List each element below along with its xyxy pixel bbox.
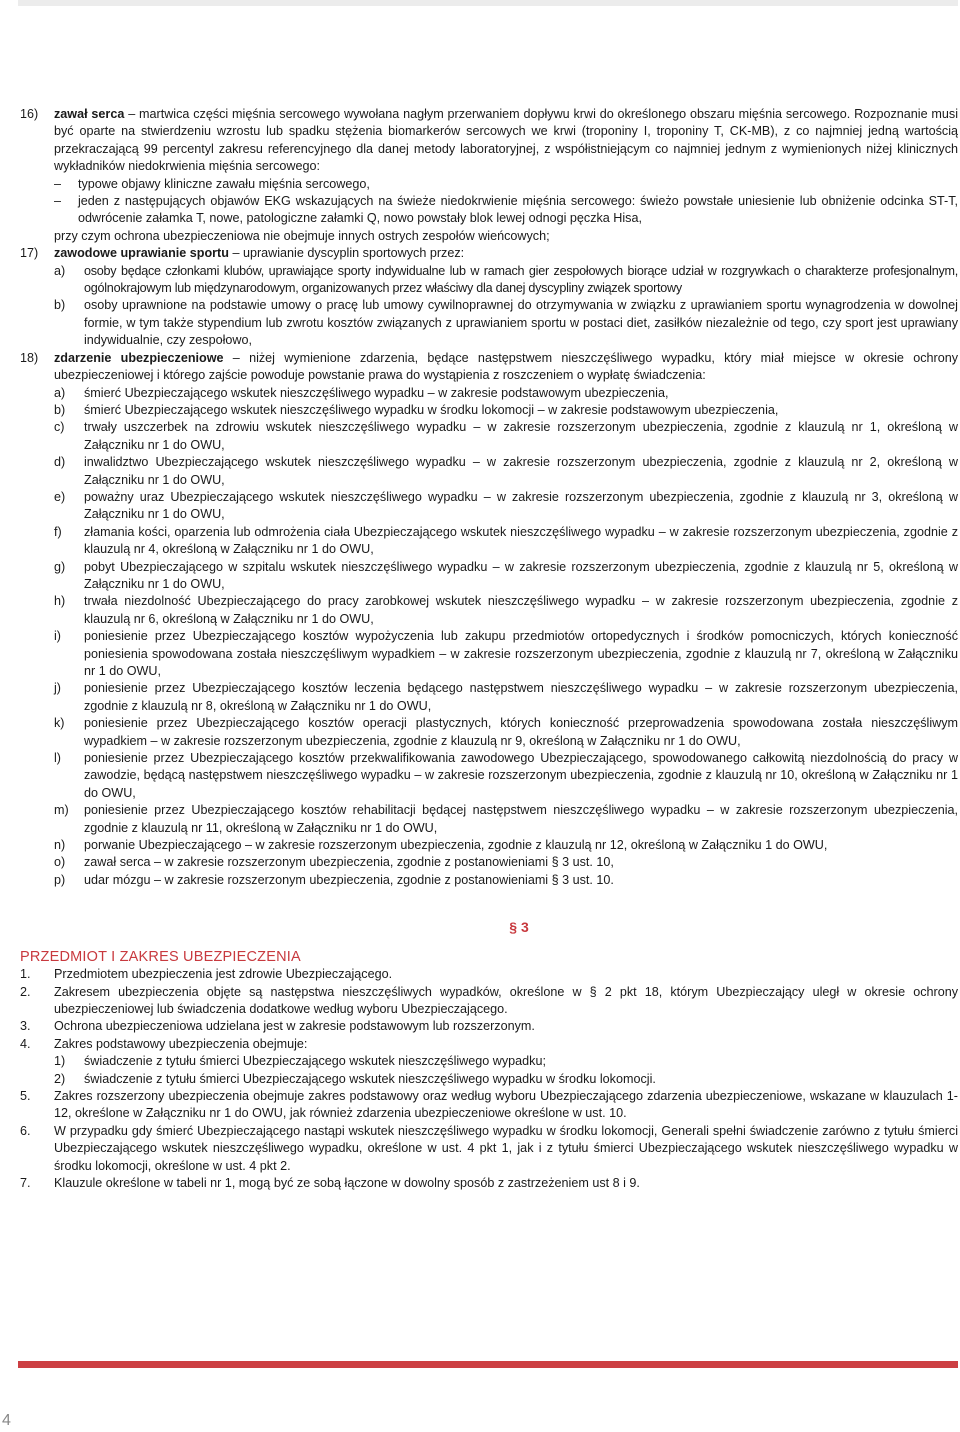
definition-text: – uprawianie dyscyplin sportowych przez:: [232, 246, 465, 261]
event-list-text: trwały uszczerbek na zdrowiu wskutek nieszczęśliwego wypadku – w zakresie rozszerzonym ubezpieczenia, zgodnie z klauzulą nr 1, określoną w Załączniku nr 1 do OWU,: [84, 420, 958, 452]
sub-item-letter: a): [54, 263, 66, 278]
top-rule: [18, 0, 958, 6]
event-list-letter: k): [54, 716, 65, 731]
section-list-text: W przypadku gdy śmierć Ubezpieczającego nastąpi wskutek nieszczęśliwego wypadku w środku lokomocji, Generali spełni świadczenie zarówno z tytułu śmierci Ubezpieczającego wskutek nieszczęśliwego wypadku, określone w ust. 4 pkt 1, jak i z tytułu śmierci Ubezpieczającego wskutek nieszczęśliwego wypadku w środku lokomocji, określone w ust. 4 pkt 2.: [54, 1123, 958, 1173]
section-list-item: [20, 1175, 958, 1192]
definition-term: zawał serca: [54, 107, 125, 121]
section-list-text: Ochrona ubezpieczeniowa udzielana jest w zakresie podstawowym lub rozszerzonym.: [54, 1019, 535, 1034]
event-list-letter: p): [54, 872, 66, 887]
section-list-item: [20, 1018, 958, 1035]
event-list-text: trwała niezdolność Ubezpieczającego do pracy zarobkowej wskutek nieszczęśliwego wypadku – w zakresie rozszerzonym ubezpieczenia, zgodnie z klauzulą nr 6, określoną w Załączniku nr 1 do OWU,: [84, 594, 958, 626]
event-list-text: poniesienie przez Ubezpieczającego kosztów wypożyczenia lub zakupu przedmiotów ortopedycznych i środków pomocniczych, których konieczność poniesienia spowodowana została nieszczęśliwym wypadkiem – w zakresie rozszerzonym ubezpieczenia, zgodnie z klauzulą nr 7, określoną w Załączniku nr 1 do OWU,: [84, 629, 958, 678]
dash-marker: –: [54, 194, 62, 209]
section-list-text: Zakresem ubezpieczenia objęte są następstwa nieszczęśliwych wypadków, określone w § 2 pkt 18, którym Ubezpieczający uległ w okresie ochrony ubezpieczeniowej lub świadczenia dodatkowe według wyboru Ubezpieczającego.: [54, 984, 958, 1016]
section-list-item: [20, 1088, 958, 1123]
event-list-item: [54, 854, 958, 871]
dash-text: typowe objawy kliniczne zawału mięśnia sercowego,: [78, 176, 370, 191]
definition-17: [20, 245, 958, 349]
event-list-text: poniesienie przez Ubezpieczającego kosztów rehabilitacji będącej następstwem nieszczęśliwego wypadku – w zakresie rozszerzonym ubezpieczenia, zgodnie z klauzulą nr 11, określoną w Załączniku nr 1 do OWU,: [84, 803, 958, 835]
section-sub-text: świadczenie z tytułu śmierci Ubezpieczającego wskutek nieszczęśliwego wypadku w środku lokomocji.: [84, 1071, 656, 1086]
event-list-item: [54, 559, 958, 594]
definition-text: – martwica części mięśnia sercowego wywołana nagłym przerwaniem dopływu krwi do określonego obszaru mięśnia sercowego. Rozpoznanie musi być oparte na stwierdzeniu wzrostu lub spadku stężenia biomarkerów sercowych we krwi (troponiny I, troponiny T, CK-MB), z co najmniej jedną wartością przekraczającą 99 percentyl zakresu referencyjnego dla danej metody laboratoryjnej, z współistniejącym co najmniej jednym z wymienionych niżej klinicznych wykładników niedokrwienia mięśnia sercowego:: [54, 107, 958, 174]
section-list-number: 3.: [20, 1019, 31, 1034]
event-list-letter: e): [54, 489, 66, 504]
event-list-item: [54, 385, 958, 402]
event-list-letter: i): [54, 629, 61, 644]
event-list-item: [54, 524, 958, 559]
section-sub-number: 2): [54, 1071, 66, 1086]
event-list-text: udar mózgu – w zakresie rozszerzonym ubezpieczenia, zgodnie z postanowieniami § 3 ust. 10.: [84, 872, 614, 887]
event-list-letter: l): [54, 751, 61, 766]
section-list-number: 7.: [20, 1175, 31, 1190]
sub-item: [54, 263, 958, 298]
section-sub-item: [54, 1053, 958, 1070]
event-list-letter: h): [54, 594, 66, 609]
event-list-item: [54, 454, 958, 489]
event-list-item: [54, 750, 958, 802]
section-list-text: Klauzule określone w tabeli nr 1, mogą być ze sobą łączone w dowolny sposób z zastrzeżeniem ust 8 i 9.: [54, 1175, 640, 1190]
dash-marker: –: [54, 176, 62, 191]
definition-text: – niżej wymienione zdarzenia, będące następstwem nieszczęśliwego wypadku, który miał miejsce w okresie ochrony ubezpieczeniowej i którego zajście powoduje powstanie prawa do wystąpienia z roszczeniem o wypłatę świadczenia:: [54, 350, 958, 383]
sub-item-text: osoby będące członkami klubów, uprawiające sporty indywidualne lub w ramach gier zespołowych biorące udział w rozgrywkach o charakterze profesjonalnym, ogólnokrajowym lub międzynarodowym, organizowanych przez właściwy dla danej dyscypliny związek sportowy: [84, 263, 958, 296]
event-list-item: [54, 593, 958, 628]
section-sub-number: 1): [54, 1054, 66, 1069]
section-list-number: 2.: [20, 984, 31, 999]
definition-16: [20, 106, 958, 245]
sub-item-letter: b): [54, 298, 66, 313]
section-list-text: Zakres rozszerzony ubezpieczenia obejmuje zakres podstawowy oraz według wyboru Ubezpieczającego zdarzenia ubezpieczeniowe, wskazane w klauzulach 1-12, określone w Załączniku nr 1 do OWU, jak również zdarzenia ubezpieczeniowe określone w ust. 10.: [54, 1088, 958, 1121]
event-list: [54, 385, 958, 890]
event-list-letter: g): [54, 559, 66, 574]
section-list-item: [20, 984, 958, 1019]
definition-number: 16): [20, 107, 39, 121]
event-list-item: [54, 489, 958, 524]
event-list-letter: c): [54, 420, 65, 435]
section-list: [20, 966, 958, 1192]
event-list-letter: a): [54, 385, 66, 400]
event-list-item: [54, 802, 958, 837]
event-list-text: poniesienie przez Ubezpieczającego kosztów operacji plastycznych, których konieczność przeprowadzenia spowodowana została nieszczęśliwym wypadkiem – w zakresie rozszerzonym ubezpieczenia, zgodnie z klauzulą nr 9, określoną w Załączniku nr 1 do OWU,: [84, 716, 958, 748]
section-list-text: Zakres podstawowy ubezpieczenia obejmuje:: [54, 1036, 308, 1051]
section-list-item: [20, 1036, 958, 1088]
event-list-letter: d): [54, 455, 66, 470]
event-list-text: śmierć Ubezpieczającego wskutek nieszczęśliwego wypadku – w zakresie podstawowym ubezpieczenia,: [84, 385, 669, 400]
event-list-letter: b): [54, 402, 66, 417]
event-list-item: [54, 402, 958, 419]
event-list-text: poniesienie przez Ubezpieczającego kosztów przekwalifikowania zawodowego Ubezpieczającego, spowodowanego całkowitą niezdolnością do pracy w zawodzie, będącą następstwem nieszczęśliwego wypadku – w zakresie rozszerzonym ubezpieczenia, zgodnie z klauzulą nr 10, określoną w Załączniku nr 1 do OWU,: [84, 751, 958, 800]
event-list-letter: m): [54, 803, 69, 818]
section-list-number: 1.: [20, 967, 31, 982]
event-list-item: [54, 680, 958, 715]
event-list-letter: o): [54, 855, 66, 870]
definition-term: zdarzenie ubezpieczeniowe: [54, 350, 224, 365]
section-list-item: [20, 1123, 958, 1175]
event-list-item: [54, 872, 958, 889]
definition-term: zawodowe uprawianie sportu: [54, 246, 229, 261]
section-list-number: 6.: [20, 1123, 31, 1138]
event-list-item: [54, 628, 958, 680]
sub-item-text: osoby uprawnione na podstawie umowy o pracę lub umowy cywilnoprawnej do otrzymywania w związku z uprawianiem sportu wynagrodzenia w dowolnej formie, w tym także stypendium lub zwrotu kosztów związanych z uprawianiem sportu w postaci diet, zasiłków niezależnie od tego, czy sport jest uprawiany indywidualnie, czy zespołowo,: [84, 298, 958, 348]
event-list-text: inwalidztwo Ubezpieczającego wskutek nieszczęśliwego wypadku – w zakresie rozszerzonym ubezpieczenia, zgodnie z klauzulą nr 2, określoną w Załączniku nr 1 do OWU,: [84, 455, 958, 487]
dash-text: jeden z następujących objawów EKG wskazujących na świeże niedokrwienie mięśnia sercowego: świeżo powstałe uniesienie lub obniżenie odcinka ST-T, odwrócenie załamka T, nowe, patologiczne załamki Q, nowo powstały blok lewej odnogi pęczka Hisa,: [78, 194, 958, 226]
section-list-text: Przedmiotem ubezpieczenia jest zdrowie Ubezpieczającego.: [54, 967, 393, 982]
event-list-text: poważny uraz Ubezpieczającego wskutek nieszczęśliwego wypadku – w zakresie rozszerzonym ubezpieczenia, zgodnie z klauzulą nr 3, określoną w Załączniku nr 1 do OWU,: [84, 489, 958, 522]
section-sub-text: świadczenie z tytułu śmierci Ubezpieczającego wskutek nieszczęśliwego wypadku;: [84, 1054, 546, 1069]
event-list-text: porwanie Ubezpieczającego – w zakresie rozszerzonym ubezpieczenia, zgodnie z klauzulą nr 12, określoną w Załączniku 1 do OWU,: [84, 838, 828, 853]
event-list-letter: j): [54, 681, 61, 696]
event-list-text: złamania kości, oparzenia lub odmrożenia ciała Ubezpieczającego wskutek nieszczęśliwego wypadku – w zakresie rozszerzonym ubezpieczenia, zgodnie z klauzulą nr 4, określoną w Załączniku nr 1 do OWU,: [84, 524, 958, 557]
event-list-item: [54, 837, 958, 854]
definition-18: [20, 350, 958, 890]
definition-number: 18): [20, 350, 39, 365]
sub-item: [54, 297, 958, 349]
definition-closing: przy czym ochrona ubezpieczeniowa nie obejmuje innych ostrych zespołów wieńcowych;: [54, 228, 550, 243]
section-sub-item: [54, 1071, 958, 1088]
definition-number: 17): [20, 246, 39, 261]
section-list-item: [20, 966, 958, 983]
page-number: 4: [2, 1412, 11, 1429]
section-list-number: 4.: [20, 1036, 31, 1051]
section-title: PRZEDMIOT I ZAKRES UBEZPIECZENIA: [20, 948, 301, 965]
document-body: [20, 106, 958, 1192]
event-list-item: [54, 715, 958, 750]
event-list-text: pobyt Ubezpieczającego w szpitalu wskutek nieszczęśliwego wypadku – w zakresie rozszerzonym ubezpieczenia, zgodnie z klauzulą nr 5, określoną w Załączniku nr 1 do OWU,: [84, 559, 958, 591]
event-list-text: zawał serca – w zakresie rozszerzonym ubezpieczenia, zgodnie z postanowieniami § 3 ust. 10,: [84, 855, 614, 870]
event-list-text: śmierć Ubezpieczającego wskutek nieszczęśliwego wypadku w środku lokomocji – w zakresie podstawowym ubezpieczenia,: [84, 402, 779, 417]
bottom-rule: [18, 1361, 958, 1368]
event-list-text: poniesienie przez Ubezpieczającego kosztów leczenia będącego następstwem nieszczęśliwego wypadku – w zakresie rozszerzonym ubezpieczenia, zgodnie z klauzulą nr 8, określoną w Załączniku nr 1 do OWU,: [84, 681, 958, 713]
dash-item: [54, 193, 958, 228]
section-mark: § 3: [509, 919, 529, 936]
dash-item: [54, 176, 958, 193]
section-list-number: 5.: [20, 1088, 31, 1103]
event-list-letter: f): [54, 524, 62, 539]
event-list-letter: n): [54, 838, 66, 853]
event-list-item: [54, 419, 958, 454]
